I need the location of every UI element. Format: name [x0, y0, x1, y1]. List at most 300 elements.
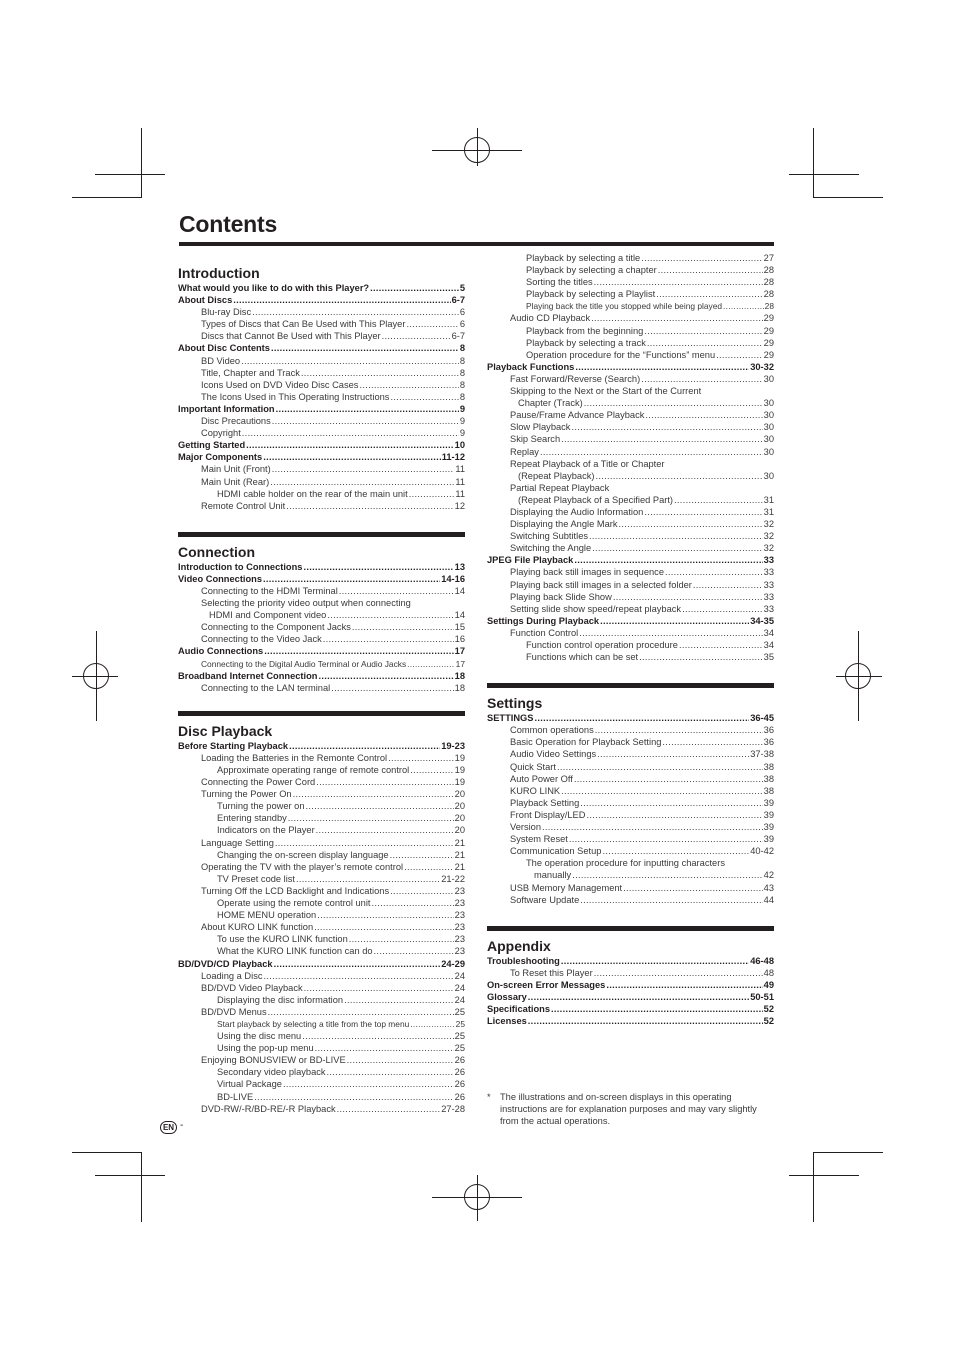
toc-entry [487, 288, 774, 300]
toc-entry-page: 23 [454, 922, 465, 933]
leader-dots [271, 342, 459, 354]
leader-dots [528, 991, 749, 1003]
toc-entry [178, 451, 465, 463]
leader-dots [327, 1066, 454, 1078]
toc-entry-title: BD-LIVE [217, 1091, 254, 1102]
toc-entry [178, 439, 465, 451]
leader-dots [571, 421, 762, 433]
toc-entry-page: 46-48 [750, 955, 774, 966]
section-heading: Appendix [487, 937, 551, 954]
toc-entry-page: 30 [763, 434, 774, 445]
toc-entry-title: Loading a Disc [201, 970, 263, 981]
toc-entry [487, 894, 774, 906]
toc-entry-title: The operation procedure for inputting characters [526, 858, 725, 869]
toc-entry-page: 40-42 [750, 846, 774, 857]
toc-entry-title: Functions which can be set [526, 652, 639, 663]
toc-entry [178, 597, 465, 609]
leader-dots [580, 797, 762, 809]
toc-entry [487, 312, 774, 324]
leader-dots [316, 776, 453, 788]
leader-dots [674, 494, 763, 506]
toc-entry [487, 264, 774, 276]
toc-entry-title: Playing back still images in a selected folder [510, 579, 692, 590]
toc-entry [487, 712, 774, 724]
toc-entry-title: Blu-ray Disc [201, 307, 252, 318]
leader-dots [331, 682, 453, 694]
toc-entry-title: BD Video [201, 355, 241, 366]
leader-dots [597, 748, 749, 760]
toc-entry-title: About KURO LINK function [201, 922, 314, 933]
toc-entry [178, 982, 465, 994]
leader-dots [682, 603, 763, 615]
toc-entry-page: 34 [763, 627, 774, 638]
toc-entry-title: Partial Repeat Playback [510, 482, 610, 493]
toc-entry [487, 833, 774, 845]
toc-entry-page: 14 [454, 610, 465, 621]
toc-entry-title: Indicators on the Player [217, 825, 315, 836]
toc-entry-page: 19 [454, 765, 465, 775]
toc-entry [487, 882, 774, 894]
leader-dots [272, 415, 459, 427]
toc-entry [487, 566, 774, 578]
toc-entry-page: 23 [454, 898, 465, 909]
toc-entry [487, 373, 774, 385]
toc-entry [487, 615, 774, 627]
leader-dots [600, 615, 749, 627]
leader-dots [304, 982, 454, 994]
crop-mark [95, 174, 165, 175]
toc-entry-title: Switching Subtitles [510, 531, 589, 542]
crop-mark [813, 197, 883, 198]
toc-list [178, 740, 465, 1115]
toc-entry [178, 1018, 465, 1030]
toc-entry-page: 25 [455, 1018, 465, 1029]
leader-dots [293, 788, 454, 800]
toc-entry-title: Before Starting Playback [178, 740, 289, 751]
leader-dots [374, 945, 454, 957]
toc-entry-title: Playback by selecting a chapter [526, 265, 657, 276]
toc-entry-page: 30 [763, 446, 774, 457]
toc-section [178, 532, 465, 694]
leader-dots [268, 1006, 454, 1018]
leader-dots [306, 800, 454, 812]
toc-entry [487, 579, 774, 591]
toc-entry-page: 28 [764, 301, 774, 312]
toc-entry-title: Audio CD Playback [510, 313, 591, 324]
toc-entry-title: manually [534, 870, 572, 881]
toc-entry [178, 1030, 465, 1042]
leader-dots [390, 885, 454, 897]
toc-entry-page: 8 [459, 343, 465, 354]
toc-entry-page: 28 [763, 277, 774, 288]
leader-dots [595, 724, 763, 736]
leader-dots [613, 591, 763, 603]
toc-entry-title: Types of Discs that Can Be Used with This Player [201, 319, 406, 330]
toc-entry-page: 21 [454, 837, 465, 848]
footnote-mark: * [487, 1092, 491, 1102]
crop-mark [858, 631, 859, 721]
toc-entry-title: Operating the TV with the player’s remote control [201, 861, 404, 872]
toc-entry-title: The Icons Used in This Operating Instructions [201, 391, 390, 402]
toc-entry [178, 861, 465, 873]
toc-entry [487, 506, 774, 518]
toc-entry-title: Basic Operation for Playback Setting [510, 737, 662, 748]
toc-entry [487, 409, 774, 421]
leader-dots [252, 306, 459, 318]
toc-entry-title: Connecting to the Digital Audio Terminal or Audio Jacks [201, 658, 407, 669]
leader-dots [569, 833, 763, 845]
toc-entry [178, 788, 465, 800]
toc-entry [178, 427, 465, 439]
toc-list [487, 955, 774, 1028]
toc-entry [178, 633, 465, 645]
toc-entry-title: Replay [510, 446, 539, 457]
toc-entry-title: BD/DVD/CD Playback [178, 958, 273, 969]
toc-entry [178, 1006, 465, 1018]
toc-entry [487, 627, 774, 639]
toc-entry [178, 970, 465, 982]
toc-entry [178, 367, 465, 379]
toc-entry-page: 29 [763, 337, 774, 348]
crop-mark [72, 197, 142, 198]
toc-entry-page: 16 [454, 634, 465, 645]
leader-dots [404, 861, 454, 873]
toc-entry-page: 31 [763, 506, 774, 517]
leader-dots [716, 349, 763, 361]
leader-dots [586, 809, 762, 821]
leader-dots [296, 873, 440, 885]
toc-entry-title: HDMI and Component video [209, 610, 327, 621]
toc-entry-title: Remote Control Unit [201, 500, 286, 511]
toc-entry [178, 379, 465, 391]
toc-entry [178, 873, 465, 885]
toc-entry-page: 8 [459, 367, 465, 378]
toc-entry-title: Entering standby [217, 813, 287, 824]
toc-entry-title: Icons Used on DVD Video Disc Cases [201, 379, 359, 390]
toc-entry-title: Connecting the Power Cord [201, 777, 316, 788]
leader-dots [561, 955, 749, 967]
toc-entry-title: Glossary [487, 991, 527, 1002]
toc-entry-title: Getting Started [178, 440, 246, 451]
leader-dots [580, 894, 762, 906]
toc-entry-page: 17 [455, 658, 465, 669]
toc-entry-title: To use the KURO LINK function [217, 934, 348, 945]
toc-entry [487, 724, 774, 736]
toc-entry-title: KURO LINK [510, 785, 561, 796]
toc-entry-title: Licenses [487, 1016, 527, 1027]
leader-dots [410, 1018, 454, 1030]
page-number-dash: - [180, 1120, 184, 1131]
leader-dots [575, 361, 749, 373]
leader-dots [644, 325, 762, 337]
toc-entry [178, 609, 465, 621]
crop-mark [789, 1175, 859, 1176]
toc-entry-title: Language Setting [201, 837, 274, 848]
toc-entry-title: Auto Power Off [510, 773, 573, 784]
toc-entry [487, 591, 774, 603]
toc-entry-page: 11 [455, 464, 465, 475]
toc-entry-page: 31 [763, 494, 774, 505]
leader-dots [263, 451, 441, 463]
toc-entry [178, 994, 465, 1006]
toc-entry-page: 30 [763, 422, 774, 433]
toc-entry-title: USB Memory Management [510, 882, 623, 893]
section-heading: Connection [178, 543, 255, 560]
leader-dots [561, 785, 763, 797]
toc-entry-title: To Reset this Player [510, 967, 593, 978]
leader-dots [528, 1015, 763, 1027]
toc-entry-title: Repeat Playback of a Title or Chapter [510, 458, 665, 469]
toc-entry-page: 26 [454, 1055, 465, 1066]
toc-entry [178, 909, 465, 921]
leader-dots [409, 488, 455, 500]
toc-entry [487, 845, 774, 857]
toc-entry [178, 933, 465, 945]
toc-entry-page: 14-16 [441, 573, 465, 584]
toc-entry-title: Turning the power on [217, 801, 305, 812]
toc-entry [487, 518, 774, 530]
toc-entry-page: 19-23 [441, 740, 465, 751]
toc-section [178, 264, 465, 512]
toc-entry [487, 857, 774, 869]
toc-entry-page: 23 [454, 946, 465, 957]
toc-entry [487, 761, 774, 773]
toc-entry-title: Playback by selecting a track [526, 337, 646, 348]
toc-entry [178, 330, 465, 342]
toc-entry-title: Approximate operating range of remote control [217, 765, 410, 775]
toc-entry-page: 30 [763, 470, 774, 481]
toc-entry-page: 33 [763, 555, 774, 566]
toc-list [178, 282, 465, 512]
toc-entry-title: Playback Functions [487, 361, 575, 372]
toc-entry [487, 979, 774, 991]
section-heading: Introduction [178, 265, 260, 281]
leader-dots [407, 658, 455, 670]
toc-entry-title: Displaying the disc information [217, 994, 344, 1005]
leader-dots [623, 882, 763, 894]
toc-entry-title: What would you like to do with this Player? [178, 283, 370, 293]
toc-entry [487, 361, 774, 373]
toc-entry-page: 11-12 [441, 452, 465, 463]
leader-dots [272, 463, 455, 475]
toc-entry-page: 20 [454, 789, 465, 800]
footnote-text: The illustrations and on-screen displays in this operating instructions are for explanation purposes and may vary slightly from the actual operations. [500, 1092, 757, 1126]
toc-entry-page: 35 [763, 652, 774, 663]
toc-entry-page: 26 [454, 1079, 465, 1090]
toc-entry-page: 30 [763, 398, 774, 409]
toc-entry [178, 1091, 465, 1103]
page-title: Contents [179, 211, 278, 237]
toc-entry-title: JPEG File Playback [487, 555, 574, 566]
toc-entry [487, 773, 774, 785]
toc-entry-title: Broadband Internet Connection [178, 670, 318, 681]
toc-entry [487, 809, 774, 821]
toc-entry [487, 1003, 774, 1015]
toc-entry-page: 21-22 [441, 873, 465, 884]
toc-entry-title: Operation procedure for the “Functions” menu [526, 349, 716, 360]
toc-entry-page: 29 [763, 325, 774, 336]
toc-list [178, 561, 465, 694]
leader-dots [352, 621, 454, 633]
toc-entry [487, 736, 774, 748]
crop-mark [72, 676, 118, 677]
toc-entry [487, 385, 774, 397]
toc-entry [487, 300, 774, 312]
leader-dots [276, 403, 459, 415]
toc-entry-title: Major Components [178, 452, 263, 463]
toc-entry-title: Skipping to the Next or the Start of the Current [510, 386, 702, 397]
toc-entry-page: 11 [455, 488, 465, 499]
toc-entry-page: 19 [454, 752, 465, 763]
toc-entry-title: DVD-RW/-R/BD-RE/-R Playback [201, 1103, 336, 1114]
toc-section [487, 683, 774, 906]
toc-entry [487, 639, 774, 651]
toc-entry-title: Discs that Cannot Be Used with This Player [201, 331, 381, 342]
toc-entry [178, 1078, 465, 1090]
toc-entry-page: 30 [763, 373, 774, 384]
toc-entry-title: Playing back the title you stopped while being played [526, 301, 723, 312]
section-rule [178, 711, 465, 715]
leader-dots [246, 439, 454, 451]
toc-entry-title: Setting slide show speed/repeat playback [510, 603, 682, 614]
leader-dots [410, 764, 453, 776]
leader-dots [644, 506, 762, 518]
toc-entry-title: Chapter (Track) [518, 398, 583, 409]
toc-entry [487, 276, 774, 288]
crop-mark [72, 1152, 142, 1153]
toc-entry [178, 355, 465, 367]
toc-entry-title: Sorting the titles [526, 277, 593, 288]
leader-dots [263, 573, 440, 585]
toc-entry-title: Software Update [510, 894, 580, 905]
leader-dots [289, 740, 440, 752]
leader-dots [233, 294, 450, 306]
crop-mark [813, 1152, 883, 1153]
title-rule [179, 242, 774, 246]
leader-dots [323, 633, 454, 645]
toc-entry-title: Enjoying BONUSVIEW or BD-LIVE [201, 1055, 346, 1066]
language-badge: EN [160, 1121, 177, 1134]
toc-entry-page: 8 [459, 391, 465, 402]
leader-dots [535, 712, 750, 724]
toc-entry [487, 603, 774, 615]
toc-entry-page: 23 [454, 885, 465, 896]
toc-entry-title: Playing back still images in sequence [510, 567, 664, 578]
toc-entry [178, 463, 465, 475]
leader-dots [561, 433, 763, 445]
toc-entry-page: 43 [763, 882, 774, 893]
leader-dots [288, 812, 454, 824]
toc-entry-title: HDMI cable holder on the rear of the main unit [217, 488, 408, 499]
toc-entry-title: Turning the Power On [201, 789, 292, 800]
toc-entry-title: Connecting to the Video Jack [201, 634, 322, 645]
toc-entry-title: Copyright [201, 428, 241, 439]
toc-entry-page: 33 [763, 579, 774, 590]
leader-dots [574, 554, 762, 566]
toc-entry-page: 30 [763, 410, 774, 421]
toc-entry [178, 1054, 465, 1066]
toc-entry-page: 13 [454, 561, 465, 572]
toc-entry-title: HOME MENU operation [217, 910, 317, 921]
toc-entry [178, 921, 465, 933]
toc-entry-title: Communication Setup [510, 846, 602, 857]
leader-dots [551, 1003, 763, 1015]
leader-dots [645, 409, 762, 421]
toc-entry-title: Disc Precautions [201, 416, 271, 427]
crop-mark [813, 128, 814, 198]
toc-entry [178, 824, 465, 836]
toc-entry-page: 28 [763, 289, 774, 300]
toc-entry-title: BD/DVD Menus [201, 1006, 267, 1017]
toc-entry-title: Important Information [178, 403, 275, 414]
crop-mark [95, 1175, 165, 1176]
toc-entry-title: Displaying the Angle Mark [510, 519, 618, 530]
toc-entry [178, 658, 465, 670]
leader-dots [639, 651, 763, 663]
leader-dots [382, 330, 451, 342]
leader-dots [349, 933, 454, 945]
toc-entry-title: Function Control [510, 627, 579, 638]
toc-entry [487, 530, 774, 542]
toc-entry [487, 821, 774, 833]
toc-entry [487, 433, 774, 445]
crop-mark [813, 1152, 814, 1222]
leader-dots [579, 627, 762, 639]
toc-entry-title: Version [510, 822, 542, 833]
toc-entry-page: 6 [459, 307, 465, 318]
toc-entry-page: 19 [454, 777, 465, 788]
leader-dots [315, 1042, 454, 1054]
leader-dots [372, 897, 454, 909]
crop-mark [477, 1175, 478, 1221]
toc-entry [178, 294, 465, 306]
toc-entry-title: Start playback by selecting a title from the top menu [217, 1018, 410, 1029]
toc-entry-page: 9 [459, 403, 465, 414]
toc-entry-page: 25 [454, 1043, 465, 1054]
leader-dots [589, 530, 763, 542]
toc-entry-page: 39 [763, 797, 774, 808]
toc-list [487, 712, 774, 906]
crop-mark [141, 128, 142, 198]
leader-dots [241, 355, 459, 367]
toc-entry-page: 49 [763, 979, 774, 990]
toc-entry-page: 24-29 [441, 958, 465, 969]
toc-entry [487, 748, 774, 760]
toc-entry [178, 837, 465, 849]
leader-dots [359, 379, 458, 391]
leader-dots [275, 837, 454, 849]
toc-entry-title: Fast Forward/Reverse (Search) [510, 373, 641, 384]
leader-dots [303, 561, 453, 573]
toc-entry-title: Turning Off the LCD Backlight and Indications [201, 885, 390, 896]
toc-entry-page: 30-32 [750, 361, 774, 372]
leader-dots [574, 773, 763, 785]
toc-entry-page: 50-51 [750, 991, 774, 1002]
toc-entry-page: 24 [454, 982, 465, 993]
toc-entry-title: Operate using the remote control unit [217, 898, 371, 909]
leader-dots [347, 1054, 454, 1066]
leader-dots [619, 518, 763, 530]
toc-entry [178, 776, 465, 788]
leader-dots [254, 1091, 453, 1103]
toc-entry [178, 945, 465, 957]
toc-entry [178, 958, 465, 970]
toc-entry [487, 446, 774, 458]
leader-dots [723, 300, 764, 312]
toc-entry-title: Troubleshooting [487, 955, 560, 966]
toc-entry-title: Playback by selecting a title [526, 253, 641, 263]
toc-entry [487, 967, 774, 979]
